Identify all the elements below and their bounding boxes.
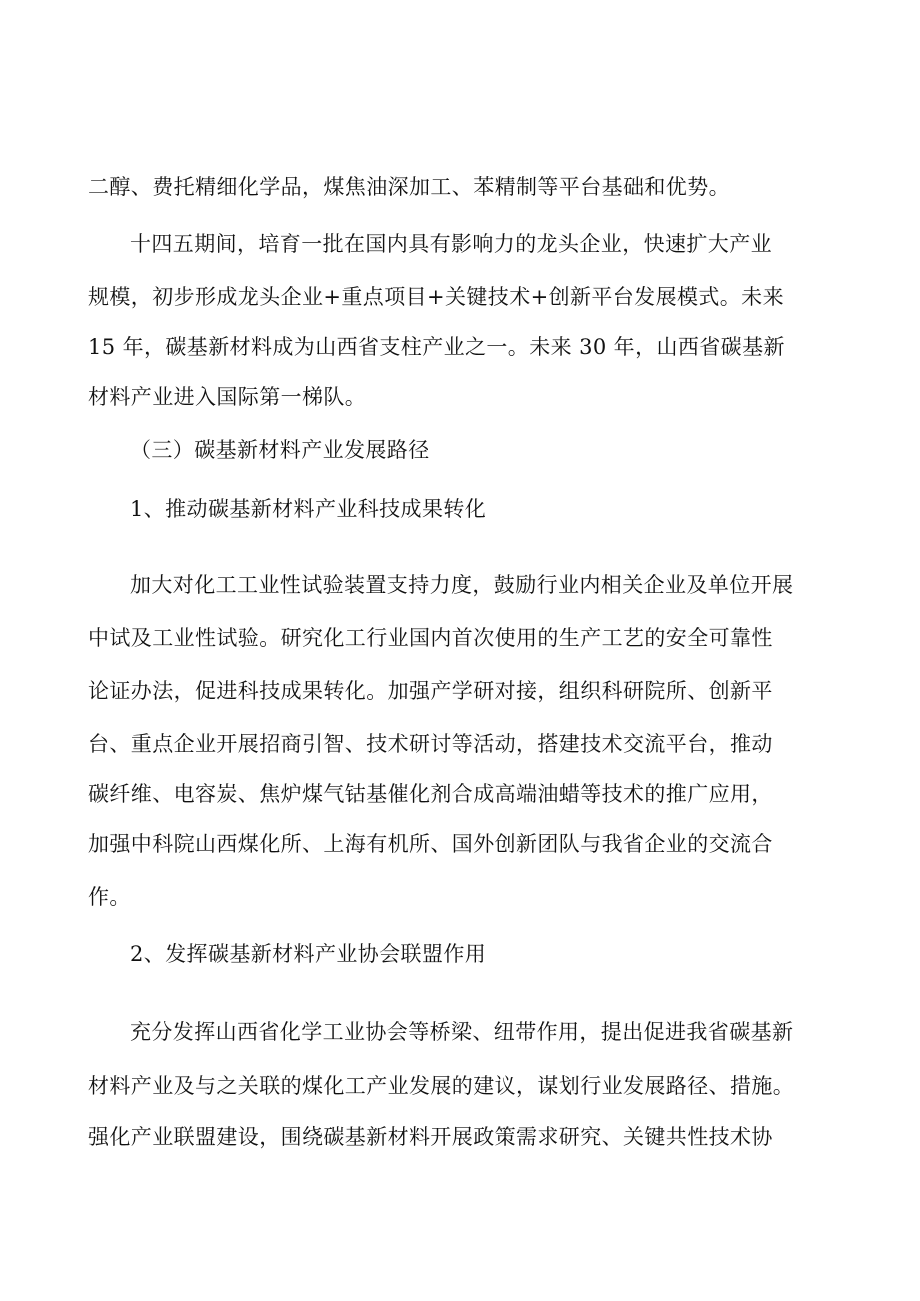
- paragraph-3-line-1: 加大对化工工业性试验装置支持力度，鼓励行业内相关企业及单位开展: [130, 573, 794, 597]
- subheading-1: 1、推动碳基新材料产业科技成果转化: [130, 497, 487, 521]
- paragraph-2-line-3: 15 年，碳基新材料成为山西省支柱产业之一。未来 30 年，山西省碳基新: [88, 335, 785, 359]
- subheading-2: 2、发挥碳基新材料产业协会联盟作用: [130, 942, 487, 966]
- paragraph-2-line-4: 材料产业进入国际第一梯队。: [88, 385, 367, 409]
- paragraph-3-line-3: 论证办法，促进科技成果转化。加强产学研对接，组织科研院所、创新平: [88, 679, 773, 703]
- paragraph-4-line-3: 强化产业联盟建设，围绕碳基新材料开展政策需求研究、关键共性技术协: [88, 1125, 773, 1149]
- paragraph-3-line-2: 中试及工业性试验。研究化工行业国内首次使用的生产工艺的安全可靠性: [88, 626, 773, 650]
- paragraph-3-line-7: 作。: [88, 885, 131, 909]
- section-heading: （三）碳基新材料产业发展路径: [130, 438, 430, 462]
- paragraph-2-line-2: 规模，初步形成龙头企业+重点项目+关键技术+创新平台发展模式。未来: [88, 285, 784, 309]
- paragraph-4-line-2: 材料产业及与之关联的煤化工产业发展的建议，谋划行业发展路径、措施。: [88, 1074, 795, 1098]
- paragraph-3-line-5: 碳纤维、电容炭、焦炉煤气钴基催化剂合成高端油蜡等技术的推广应用，: [88, 782, 773, 806]
- paragraph-4-line-1: 充分发挥山西省化学工业协会等桥梁、纽带作用，提出促进我省碳基新: [130, 1020, 794, 1044]
- paragraph-1-line-1: 二醇、费托精细化学品，煤焦油深加工、苯精制等平台基础和优势。: [88, 175, 730, 199]
- paragraph-2-line-1: 十四五期间，培育一批在国内具有影响力的龙头企业，快速扩大产业: [130, 232, 772, 256]
- paragraph-3-line-4: 台、重点企业开展招商引智、技术研讨等活动，搭建技术交流平台，推动: [88, 732, 773, 756]
- paragraph-3-line-6: 加强中科院山西煤化所、上海有机所、国外创新团队与我省企业的交流合: [88, 832, 773, 856]
